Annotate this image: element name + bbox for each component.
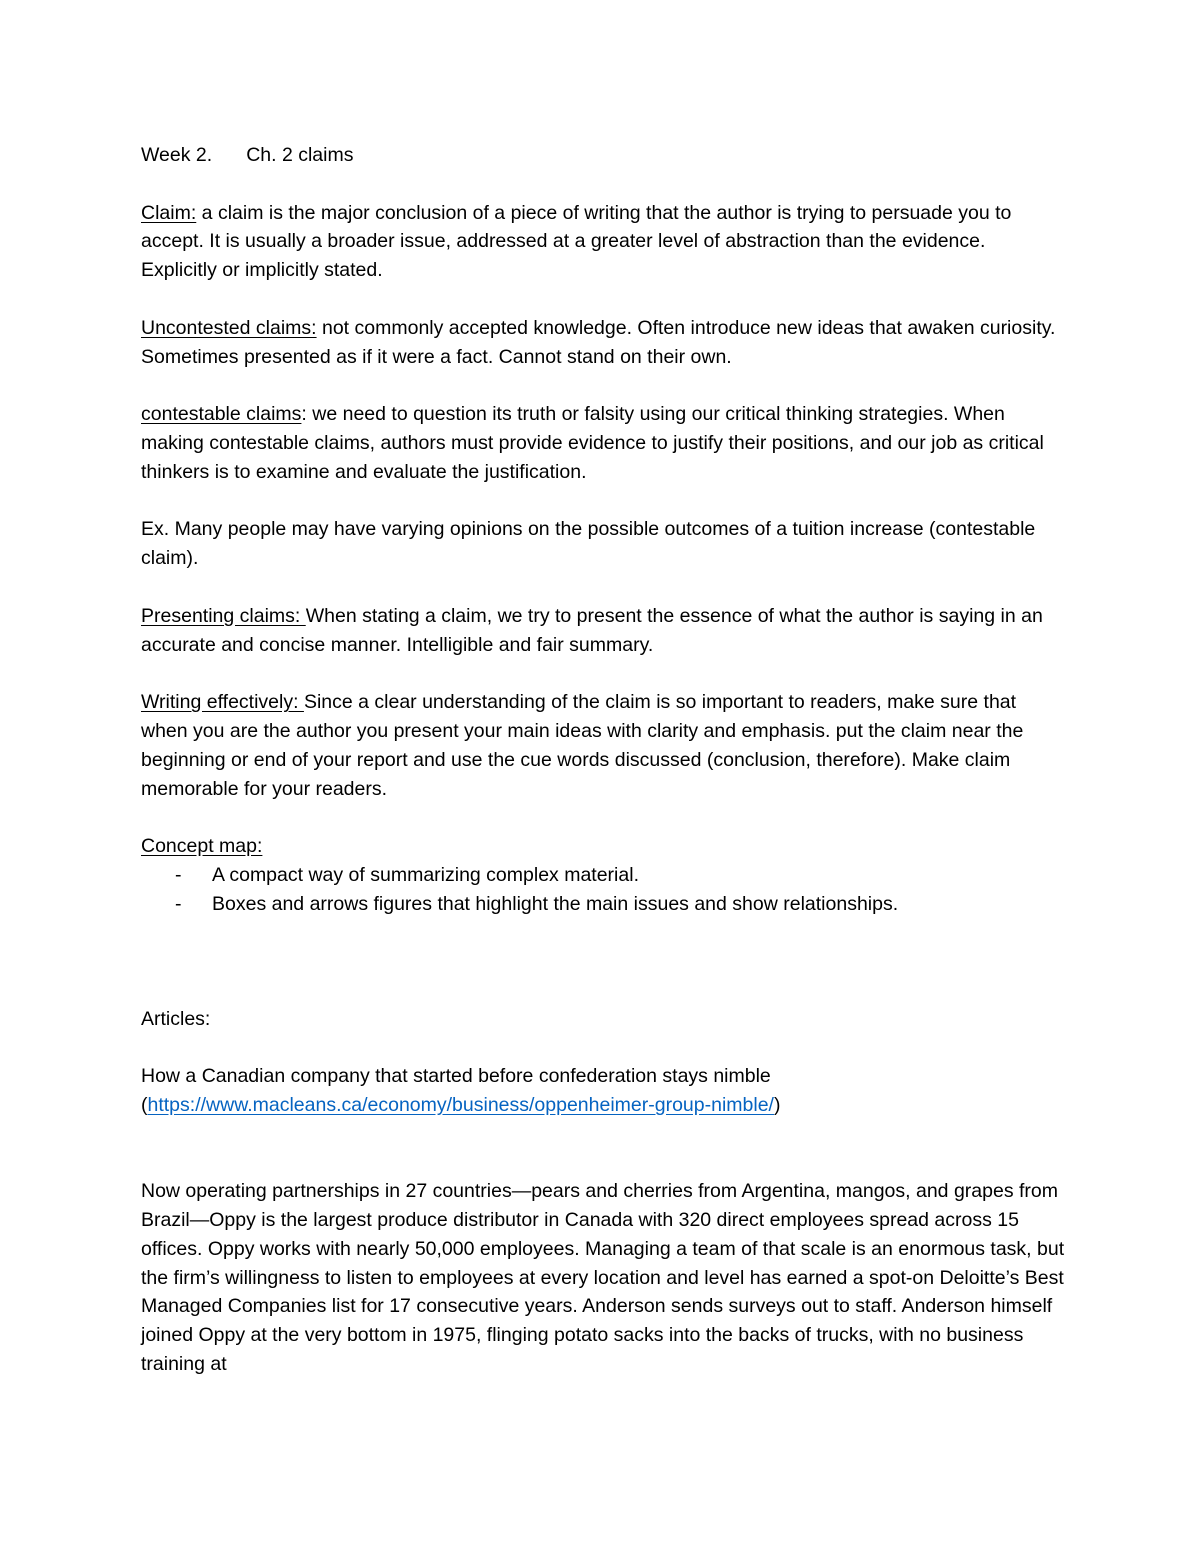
article-summary: Now operating partnerships in 27 countries—pears and cherries from Argentina, mangos, and grapes from Brazil—Oppy is the largest produce distributor in Canada with 320 direct employees spread across 15 offices. Oppy works with nearly 50,000 employees. Managing a team of that scale is an enormous task, but the firm’s willingness to listen to employees at every location and level has earned a spot-on Deloitte’s Best Managed Companies list for 17 consecutive years. Anderson sends surveys out to staff. Anderson himself joined Oppy at the very bottom in 1975, flinging potato sacks into the backs of trucks, with no business training at [141,1180,1065,1376]
list-item-text: Boxes and arrows figures that highlight the main issues and show relationships. [212,892,899,915]
presenting-paragraph [141,602,1066,660]
title-chapter: Ch. 2 claims [246,144,354,166]
concept-map-list [141,861,1066,919]
dash-bullet: - [175,892,182,915]
concept-map-heading [141,832,1066,861]
contestable-term: contestable claims [141,403,302,426]
writing-term: Writing effectively: [141,691,304,714]
presenting-term: Presenting claims: [141,604,306,627]
claim-term: Claim: [141,201,197,224]
list-item-text: A compact way of summarizing complex material. [212,863,639,886]
contestable-paragraph [141,400,1066,486]
article-title: How a Canadian company that started before confederation stays nimble [141,1065,771,1088]
title-week: Week 2. [141,144,213,166]
claim-text: a claim is the major conclusion of a piece of writing that the author is trying to persuade you to accept. It is usually a broader issue, addressed at a greater level of abstraction than the evidence. Explicitly or implicitly stated. [141,201,1012,282]
concept-map-term: Concept map: [141,835,263,858]
writing-text: Since a clear understanding of the claim is so important to readers, make sure that when you are the author you present your main ideas with clarity and emphasis. put the claim near the beginning or end of your report and use the cue words discussed (conclusion, therefore). Make claim memorable for your readers. [141,691,1024,800]
document-title [141,141,1066,170]
document-body [141,141,1066,1379]
example-paragraph: Ex. Many people may have varying opinions on the possible outcomes of a tuition increase (contestable claim). [141,518,1036,570]
list-item [141,890,1066,919]
writing-paragraph [141,688,1066,803]
contestable-text: : we need to question its truth or falsity using our critical thinking strategies. When making contestable claims, authors must provide evidence to justify their positions, and our job as critical thinkers is to examine and evaluate the justification. [141,403,1044,483]
list-item [141,861,1066,890]
uncontested-text: not commonly accepted knowledge. Often introduce new ideas that awaken curiosity. Sometimes presented as if it were a fact. Cannot stand on their own. [141,316,1056,368]
uncontested-paragraph [141,314,1066,372]
dash-bullet: - [175,863,182,886]
articles-heading: Articles: [141,1007,211,1030]
open-paren: ( [141,1093,148,1116]
article-link[interactable]: https://www.macleans.ca/economy/business/oppenheimer-group-nimble/ [147,1093,774,1116]
close-paren: ) [773,1093,781,1116]
article-reference [141,1062,1066,1120]
claim-paragraph [141,199,1066,285]
uncontested-term: Uncontested claims: [141,316,317,339]
presenting-text: When stating a claim, we try to present the essence of what the author is saying in an accurate and concise manner. Intelligible and fair summary. [141,604,1043,656]
